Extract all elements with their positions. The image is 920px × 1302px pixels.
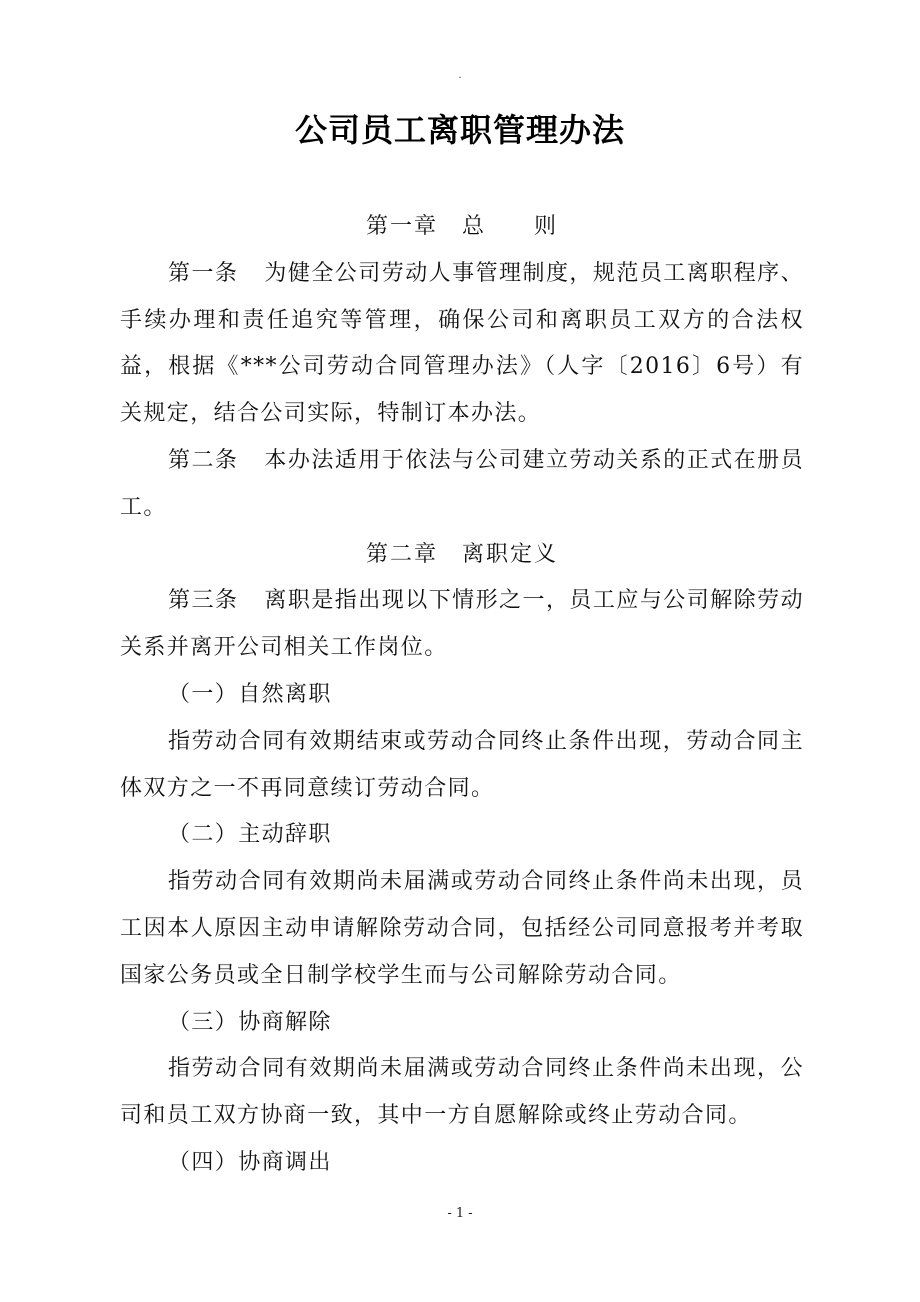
- article-paragraph: [120, 251, 804, 438]
- item-heading: （三）协商解除: [168, 1009, 332, 1035]
- chapter-heading: 第二章 离职定义: [365, 541, 558, 567]
- article-label: 第二条: [168, 447, 239, 473]
- document-title: 公司员工离职管理办法: [294, 111, 625, 149]
- page-number: - 1 -: [447, 1206, 473, 1221]
- item-heading: （四）协商调出: [168, 1149, 332, 1175]
- item-paragraph: 指劳动合同有效期尚未届满或劳动合同终止条件尚未出现，员工因本人原因主动申请解除劳动合同，包括经公司同意报考并考取国家公务员或全日制学校学生而与公司解除劳动合同。: [120, 869, 804, 988]
- article-label: 第一条: [168, 260, 239, 286]
- article-text: 为健全公司劳动人事管理制度，规范员工离职程序、手续办理和责任追究等管理，确保公司和离职员工双方的合法权益，根据《***公司劳动合同管理办法》（人字〔2016〕6号）有关规定，结合公司实际，特制订本办法。: [120, 260, 805, 427]
- document-body: [120, 204, 804, 1187]
- header-mark: .: [458, 70, 462, 81]
- item-heading: （二）主动辞职: [168, 822, 332, 848]
- article-label: 第三条: [168, 588, 239, 614]
- item-heading: （一）自然离职: [168, 681, 332, 707]
- article-paragraph: [120, 438, 804, 532]
- item-paragraph: 指劳动合同有效期尚未届满或劳动合同终止条件尚未出现，公司和员工双方协商一致，其中一方自愿解除或终止劳动合同。: [120, 1056, 804, 1129]
- article-paragraph: [120, 578, 804, 672]
- article-text: 离职是指出现以下情形之一，员工应与公司解除劳动关系并离开公司相关工作岗位。: [120, 588, 805, 661]
- chapter-heading: 第一章 总 则: [365, 214, 558, 239]
- article-text: 本办法适用于依法与公司建立劳动关系的正式在册员工。: [120, 447, 805, 520]
- item-paragraph: 指劳动合同有效期结束或劳动合同终止条件出现，劳动合同主体双方之一不再同意续订劳动合同。: [120, 728, 804, 801]
